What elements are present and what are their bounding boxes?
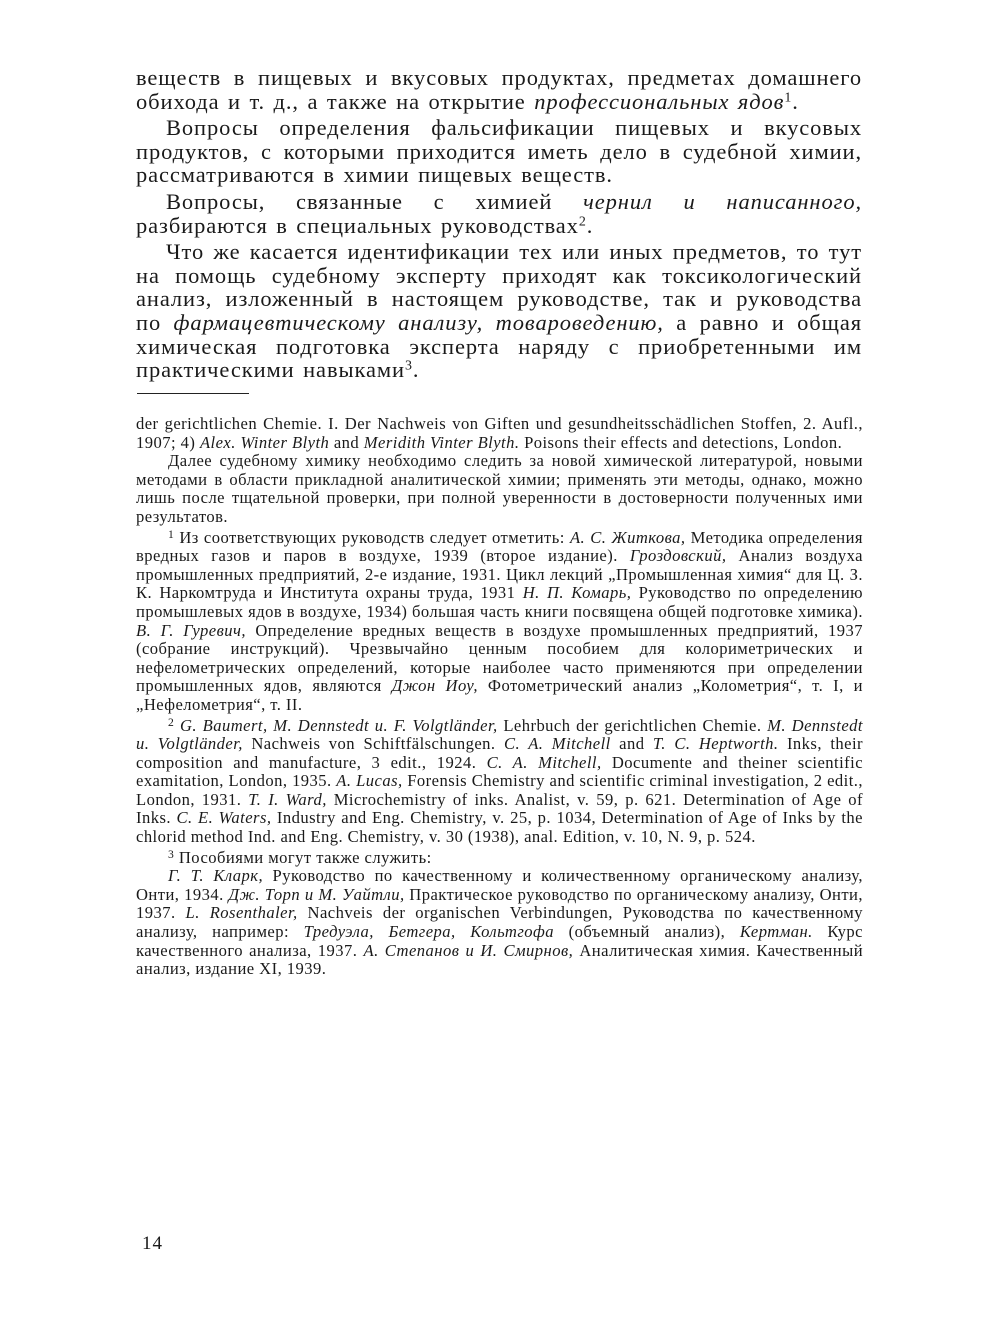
main-text	[136, 66, 862, 382]
paragraph-1: веществ в пищевых и вкусовых продуктах, предметах домашнего обихода и т. д., а также на открытие профессиональных ядов$^1$.	[136, 65, 862, 114]
footnote-continuation: der gerichtlichen Chemie. I. Der Nachweis von Giften und gesundheitsschädlichen Stoffen, 2. Aufl., 1907; 4) Alex. Winter Blyth and Meridith Vinter Blyth. Poisons their effects and detections, London.	[136, 414, 863, 452]
footnote-3: $^3$ Пособиями могут также служить:	[168, 847, 432, 867]
paragraph-4: Что же касается идентификации тех или иных предметов, то тут на помощь судебному эксперту приходят как токсикологический анализ, изложенный в настоящем руководстве, так и руководства по фармацевтическому анализу, товароведению, а равно и общая химическая подготовка эксперта наряду с приобретенными им практическими навыками$^3$.	[136, 239, 862, 383]
footnote-2-mark: 2	[168, 715, 175, 729]
footnote-1: $^1$ Из соответствующих руководств следует отметить: А. С. Житкова, Методика определения вредных газов и паров в воздухе, 1939 (второе издание). Гроздовский, Анализ воздуха промышленных предприятий, 2-е издание, 1931. Цикл лекций „Промышленная химия“ для Ц. З. К. Наркомтруда и Института охраны труда, 1931 Н. П. Комарь, Руководство по определению промышлевых ядов в воздухе, 1934) большая часть книги посвящена общей подготовке химика). В. Г. Гуревич, Определение вредных веществ в воздухе промышленных предприятий, 1937 (собрание инструкций). Чрезвычайно ценным пособием для колориметрических и нефелометрических определений, которые наиболее часто применяются при определении промышленных ядов, являются Джон Иоу, Фотометрический анализ „Колометрия“, т. I, и „Нефелометрия“, т. II.	[136, 527, 864, 714]
footnote-1-mark: 1	[168, 527, 175, 541]
footnote-2: $^2$ G. Baumert, M. Dennstedt u. F. Volgtländer, Lehrbuch der gerichtlichen Chemie. M. Dennstedt u. Volgtländer, Nachweis von Schiftfälschungen. C. A. Mitchell and T. C. Heptworth. Inks, their composition and manufacture, 3 edit., 1924. C. A. Mitchell, Documente and theiner scientific examitation, London, 1935. A. Lucas, Forensis Chemistry and scientific criminal investigation, 2 edit., London, 1931. T. I. Ward, Microchemistry of inks. Analist, v. 59, p. 621. Determination of Age of Inks. C. E. Waters, Industry and Eng. Chemistry, v. 25, p. 1034, Determination of Age of Inks by the chlorid method Ind. and Eng. Chemistry, v. 30 (1938), anal. Edition, v. 10, N. 9, p. 524.	[136, 715, 864, 847]
footnote-3-mark: 3	[168, 847, 175, 861]
footnote-paragraph: Далее судебному химику необходимо следить за новой химической литературой, новыми методами в области прикладной аналитической химии; применять эти методы, однако, можно лишь после тщательной проверки, при полной уверенности в достоверности полученных ими результатов.	[136, 451, 863, 526]
footnote-ref-2: 2	[578, 213, 587, 229]
footnote-ref-3: 3	[404, 358, 413, 374]
paragraph-2: Вопросы определения фальсификации пищевых и вкусовых продуктов, с которыми приходится иметь дело в судебной химии, рассматриваются в химии пищевых веществ.	[136, 115, 862, 188]
footnote-ref-1: 1	[784, 89, 793, 105]
footnote-3-body: Г. Т. Кларк, Руководство по качественному и количественному органическому анализу, Онти, 1934. Дж. Торп и М. Уайтли, Практическое руководство по органическому анализу, Онти, 1937. L. Rosenthaler, Nachveis der organischen Verbindungen, Руководства по качественному анализу, например: Тредуэла, Бетгера, Кольтгофа (объемный анализ), Кертман. Курс качественного анализа, 1937. А. Степанов и И. Смирнов, Аналитическая химия. Качественный анализ, издание XI, 1939.	[136, 866, 864, 979]
paragraph-3: Вопросы, связанные с химией чернил и написанного, разбираются в специальных руководствах$^2$.	[136, 188, 862, 238]
footnotes	[136, 415, 863, 979]
footnote-separator	[137, 393, 249, 394]
page-number: 14	[142, 1233, 163, 1254]
